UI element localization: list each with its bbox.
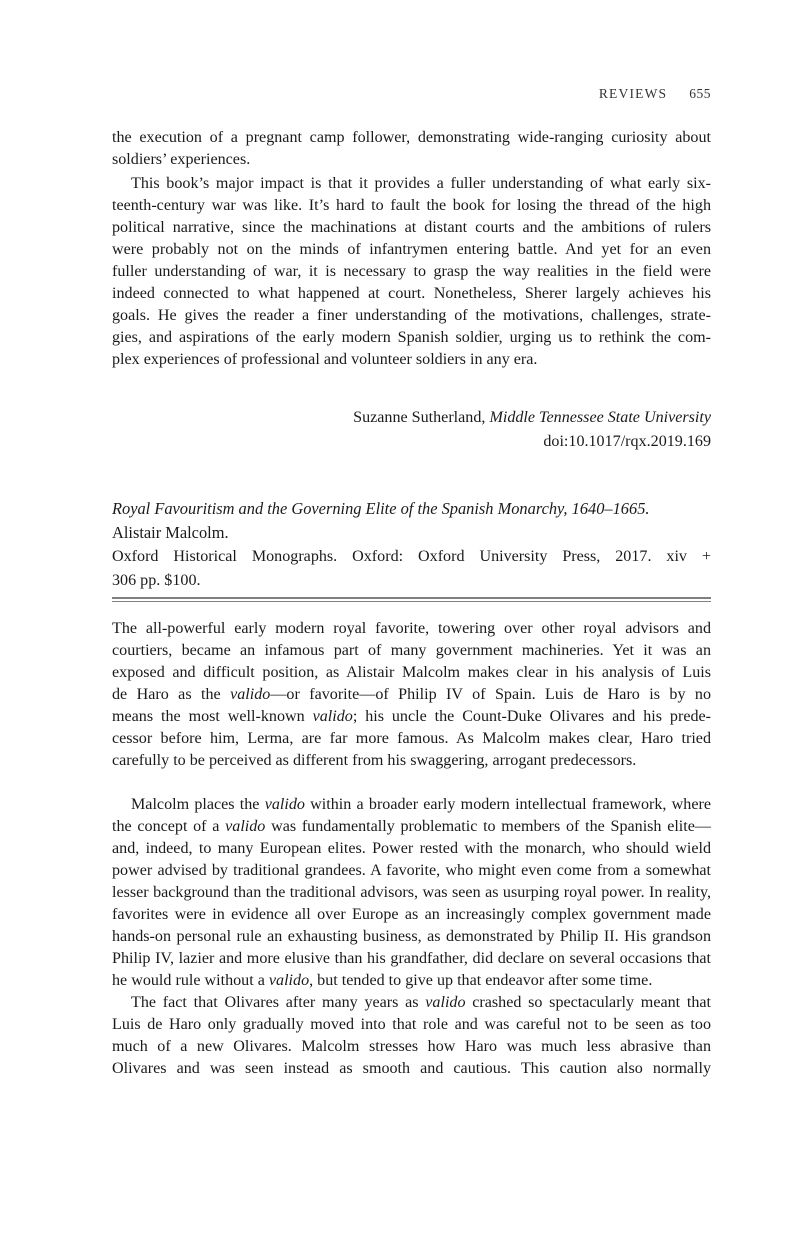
text-line [112,684,711,706]
text-line: goals. He gives the reader a finer understanding of the motivations, challenges, strate- [112,307,711,324]
text-line: fuller understanding of war, it is necessary to grasp the way realities in the field were [112,263,711,280]
section-label: REVIEWS [598,86,668,101]
prev-review-paragraph-1 [112,127,711,171]
text-line: cessor before him, Lerma, are far more famous. As Malcolm makes clear, Haro tried [112,730,711,747]
text-line: soldiers’ experiences. [112,151,251,168]
text-line: lesser background than the traditional advisors, was seen as usurping royal power. In reality, [112,884,711,901]
review-paragraph-1 [112,618,711,772]
text-line [112,816,711,838]
italic-term: valido [230,686,271,703]
text-line: This book’s major impact is that it provides a fuller understanding of what early six- [131,175,711,192]
review-paragraph-2 [112,794,711,992]
running-header [599,86,711,102]
book-citation [112,497,711,593]
text: Malcolm places the [131,796,265,813]
text-line [112,706,711,728]
prev-review-paragraph-2 [112,173,711,371]
text: he would rule without a [112,972,269,989]
reviewer-name: Suzanne Sutherland, [353,409,486,426]
book-title: Royal Favouritism and the Governing Elite of the Spanish Monarchy, 1640–1665. [112,499,650,518]
italic-term: valido [225,818,266,835]
reviewer-affiliation: Middle Tennessee State University [489,409,711,426]
italic-term: valido [268,972,310,989]
text: the concept of a [112,818,226,835]
text-line: political narrative, since the machinations at distant courts and the ambitions of rulers [112,219,711,236]
text: was fundamentally problematic to members of the Spanish elite— [265,818,711,835]
text: —or favorite—of Philip IV of Spain. Luis de Haro is by no [270,686,711,703]
text-line: Olivares and was seen instead as smooth and cautious. This caution also normally [112,1060,711,1077]
text-line: Luis de Haro only gradually moved into that role and was careful not to be seen as too [112,1016,711,1033]
reviewer-signature [353,406,711,454]
text-line: teenth-century war was like. It’s hard to fault the book for losing the thread of the high [112,197,711,214]
text-line: plex experiences of professional and volunteer soldiers in any era. [112,351,538,368]
text-line: courtiers, became an infamous part of many government machineries. Yet it was an [112,642,711,659]
text-line: power advised by traditional grandees. A favorite, who might even come from a somewhat [112,862,711,879]
text-line: the execution of a pregnant camp follower, demonstrating wide-ranging curiosity about [112,129,711,146]
text-line: favorites were in evidence all over Europe as an increasingly complex government made [112,906,711,923]
doi-link[interactable]: doi:10.1017/rqx.2019.169 [543,433,711,450]
text-line: exposed and difficult position, as Alistair Malcolm makes clear in his analysis of Luis [112,664,711,681]
text-line [112,794,711,816]
review-paragraph-3 [112,992,711,1080]
page-number: 655 [689,86,711,101]
text-line: indeed connected to what happened at court. Nonetheless, Sherer largely achieves his [112,285,711,302]
text-line: much of a new Olivares. Malcolm stresses how Haro was much less abrasive than [112,1038,711,1055]
text: means the most well-known [112,708,313,725]
text: within a broader early modern intellectual framework, where [304,796,711,813]
italic-term: valido [312,708,353,725]
text-line: carefully to be perceived as different from his swaggering, arrogant predecessors. [112,752,637,769]
italic-term: valido [425,994,466,1011]
text: ; his uncle the Count-Duke Olivares and his prede- [352,708,712,725]
text-line: The all-powerful early modern royal favorite, towering over other royal advisors and [112,620,711,637]
text-line [112,970,711,992]
text: de Haro as the [112,686,231,703]
text-line: were probably not on the minds of infantrymen entering battle. And yet for an even [112,241,711,258]
book-author: Alistair Malcolm. [112,523,229,542]
text-line [112,992,711,1014]
divider-rule [112,601,711,602]
text-line: and, indeed, to many European elites. Power rested with the monarch, who should wield [112,840,711,857]
text-line: hands-on personal rule an exhausting business, as demonstrated by Philip II. His grandson [112,928,711,945]
publication-info: Oxford Historical Monographs. Oxford: Oxford University Press, 2017. xiv + [112,548,711,565]
divider-rule [112,597,711,599]
italic-term: valido [264,796,305,813]
text: crashed so spectacularly meant that [465,994,712,1011]
text-line: gies, and aspirations of the early modern Spanish soldier, urging us to rethink the com- [112,329,711,346]
text: The fact that Olivares after many years as [131,994,426,1011]
publication-info-cont: 306 pp. $100. [112,572,201,589]
text-line: Philip IV, lazier and more elusive than his grandfather, did declare on several occasions that [112,950,711,967]
text: , but tended to give up that endeavor after some time. [309,972,653,989]
